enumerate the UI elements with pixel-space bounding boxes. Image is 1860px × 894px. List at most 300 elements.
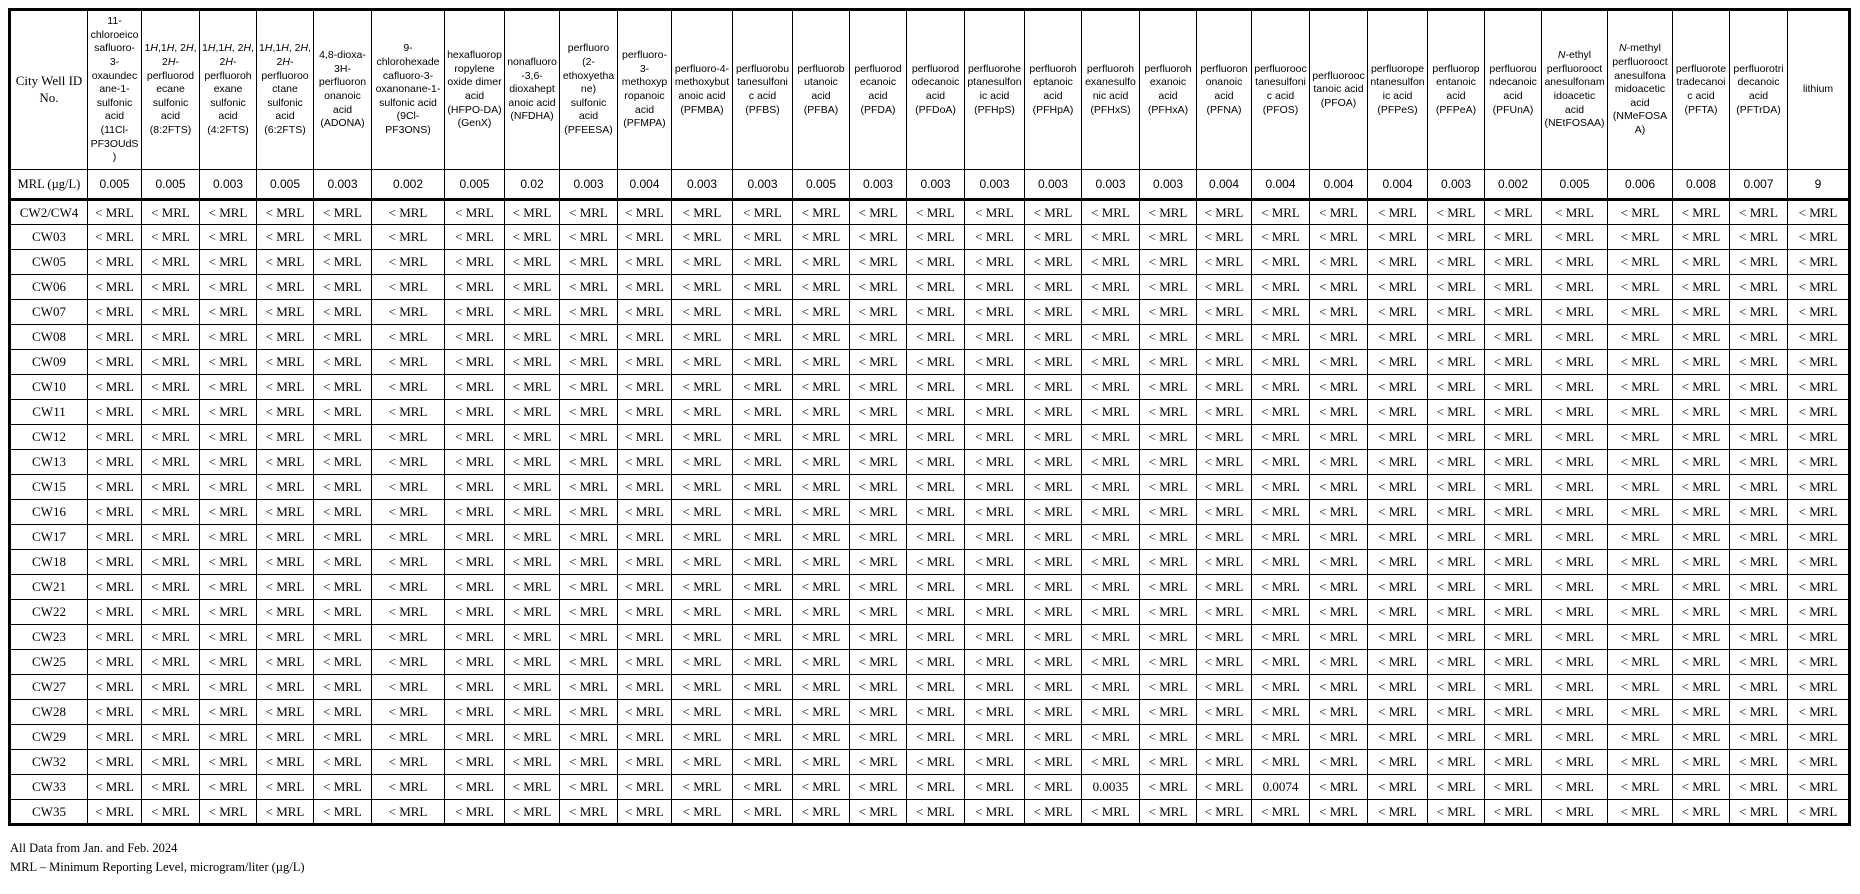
result-cell: < MRL — [560, 425, 618, 450]
result-cell: < MRL — [257, 200, 314, 225]
result-cell: < MRL — [1082, 300, 1140, 325]
result-cell: < MRL — [200, 750, 257, 775]
result-cell: < MRL — [1485, 500, 1542, 525]
result-cell: < MRL — [907, 725, 965, 750]
result-cell: < MRL — [1608, 725, 1673, 750]
well-id: CW11 — [10, 400, 88, 425]
result-cell: < MRL — [1428, 575, 1485, 600]
result-cell: < MRL — [88, 675, 142, 700]
result-cell: < MRL — [1082, 200, 1140, 225]
result-cell: < MRL — [1197, 675, 1252, 700]
result-cell: < MRL — [1082, 725, 1140, 750]
result-cell: < MRL — [1368, 550, 1428, 575]
result-cell: < MRL — [1025, 450, 1082, 475]
result-cell: < MRL — [1368, 800, 1428, 825]
result-cell: < MRL — [372, 600, 445, 625]
result-cell: < MRL — [850, 325, 907, 350]
result-cell: < MRL — [88, 325, 142, 350]
well-id: CW16 — [10, 500, 88, 525]
result-cell: < MRL — [142, 550, 200, 575]
well-id: CW35 — [10, 800, 88, 825]
well-row — [10, 350, 1850, 375]
result-cell: < MRL — [1140, 200, 1197, 225]
result-cell: < MRL — [314, 450, 372, 475]
result-cell: < MRL — [733, 475, 793, 500]
well-id: CW05 — [10, 250, 88, 275]
result-cell: < MRL — [1730, 250, 1788, 275]
result-cell: < MRL — [907, 200, 965, 225]
result-cell: < MRL — [1730, 300, 1788, 325]
result-cell: < MRL — [850, 550, 907, 575]
well-id: CW18 — [10, 550, 88, 575]
well-row — [10, 300, 1850, 325]
result-cell: < MRL — [1310, 675, 1368, 700]
result-cell: < MRL — [505, 400, 560, 425]
result-cell: < MRL — [1140, 250, 1197, 275]
result-cell: < MRL — [793, 625, 850, 650]
result-cell: < MRL — [1368, 525, 1428, 550]
column-header: 11-chloroeicosafluoro-3-oxaundecane-1-sulfonic acid (11Cl-PF3OUdS) — [88, 10, 142, 170]
result-cell: < MRL — [257, 450, 314, 475]
result-cell: < MRL — [1082, 325, 1140, 350]
result-cell: < MRL — [372, 800, 445, 825]
result-cell: < MRL — [793, 800, 850, 825]
mrl-row-label: MRL (µg/L) — [10, 170, 88, 200]
result-cell: < MRL — [1730, 425, 1788, 450]
result-cell: < MRL — [1542, 400, 1608, 425]
result-cell: < MRL — [257, 525, 314, 550]
result-cell: < MRL — [850, 350, 907, 375]
result-cell: < MRL — [1788, 525, 1850, 550]
result-cell: < MRL — [1788, 250, 1850, 275]
result-cell: < MRL — [1082, 800, 1140, 825]
result-cell: < MRL — [1542, 650, 1608, 675]
result-cell: < MRL — [200, 350, 257, 375]
result-cell: < MRL — [505, 575, 560, 600]
mrl-value: 0.003 — [965, 170, 1025, 200]
result-cell: < MRL — [1197, 325, 1252, 350]
result-cell: < MRL — [1252, 700, 1310, 725]
result-cell: < MRL — [1673, 450, 1730, 475]
result-cell: < MRL — [88, 225, 142, 250]
result-cell: < MRL — [1788, 450, 1850, 475]
result-cell: < MRL — [505, 375, 560, 400]
result-cell: < MRL — [1485, 425, 1542, 450]
result-cell: < MRL — [1542, 800, 1608, 825]
result-cell: < MRL — [505, 350, 560, 375]
result-cell: < MRL — [1428, 625, 1485, 650]
result-cell: < MRL — [560, 650, 618, 675]
result-cell: < MRL — [1608, 400, 1673, 425]
result-cell: < MRL — [1542, 325, 1608, 350]
result-cell: < MRL — [1025, 525, 1082, 550]
result-cell: < MRL — [1197, 275, 1252, 300]
result-cell: < MRL — [1252, 300, 1310, 325]
result-cell: < MRL — [793, 675, 850, 700]
result-cell: < MRL — [560, 300, 618, 325]
result-cell: < MRL — [1025, 600, 1082, 625]
result-cell: < MRL — [965, 600, 1025, 625]
result-cell: < MRL — [505, 550, 560, 575]
result-cell: < MRL — [1673, 725, 1730, 750]
result-cell: < MRL — [372, 300, 445, 325]
result-cell: < MRL — [1608, 450, 1673, 475]
result-cell: < MRL — [372, 275, 445, 300]
compound-header-row — [10, 10, 1850, 170]
well-id: CW29 — [10, 725, 88, 750]
well-id: CW12 — [10, 425, 88, 450]
result-cell: < MRL — [1542, 525, 1608, 550]
result-cell: < MRL — [1025, 575, 1082, 600]
result-cell: < MRL — [505, 450, 560, 475]
result-cell: < MRL — [142, 525, 200, 550]
result-cell: < MRL — [672, 500, 733, 525]
result-cell: < MRL — [965, 725, 1025, 750]
result-cell: < MRL — [257, 675, 314, 700]
well-id: CW07 — [10, 300, 88, 325]
result-cell: < MRL — [314, 200, 372, 225]
result-cell: < MRL — [1310, 550, 1368, 575]
result-cell: < MRL — [733, 700, 793, 725]
result-cell: < MRL — [1368, 275, 1428, 300]
result-cell: < MRL — [850, 375, 907, 400]
result-cell: < MRL — [200, 675, 257, 700]
result-cell: < MRL — [1310, 300, 1368, 325]
result-cell: < MRL — [1428, 275, 1485, 300]
result-cell: < MRL — [445, 675, 505, 700]
result-cell: < MRL — [965, 750, 1025, 775]
result-cell: < MRL — [1025, 250, 1082, 275]
result-cell: < MRL — [1428, 375, 1485, 400]
result-cell: < MRL — [142, 275, 200, 300]
result-cell: < MRL — [1428, 775, 1485, 800]
result-cell: < MRL — [965, 775, 1025, 800]
result-cell: < MRL — [372, 500, 445, 525]
column-header: perfluoro-4-methoxybutanoic acid (PFMBA) — [672, 10, 733, 170]
result-cell: < MRL — [1310, 600, 1368, 625]
result-cell: < MRL — [560, 400, 618, 425]
result-cell: < MRL — [1197, 800, 1252, 825]
mrl-value: 0.002 — [372, 170, 445, 200]
result-cell: < MRL — [1788, 475, 1850, 500]
result-cell: < MRL — [257, 650, 314, 675]
result-cell: < MRL — [314, 375, 372, 400]
result-cell: < MRL — [850, 625, 907, 650]
result-cell: < MRL — [1140, 550, 1197, 575]
mrl-value: 0.005 — [257, 170, 314, 200]
result-cell: < MRL — [1542, 725, 1608, 750]
column-header: perfluorohexanesulfonic acid (PFHxS) — [1082, 10, 1140, 170]
result-cell: < MRL — [733, 675, 793, 700]
mrl-value: 0.003 — [672, 170, 733, 200]
result-cell: < MRL — [1485, 750, 1542, 775]
result-cell: < MRL — [1310, 425, 1368, 450]
result-cell: < MRL — [1428, 425, 1485, 450]
result-cell: < MRL — [1608, 325, 1673, 350]
result-cell: < MRL — [1788, 700, 1850, 725]
result-cell: < MRL — [1788, 225, 1850, 250]
result-cell: < MRL — [618, 400, 672, 425]
well-id: CW2/CW4 — [10, 200, 88, 225]
result-cell: < MRL — [88, 350, 142, 375]
mrl-value: 0.003 — [1428, 170, 1485, 200]
mrl-value: 0.007 — [1730, 170, 1788, 200]
result-cell: < MRL — [257, 700, 314, 725]
result-cell: < MRL — [1368, 675, 1428, 700]
result-cell: < MRL — [733, 225, 793, 250]
result-cell: < MRL — [314, 550, 372, 575]
result-cell: < MRL — [1140, 325, 1197, 350]
result-cell: < MRL — [850, 700, 907, 725]
result-cell: < MRL — [560, 475, 618, 500]
result-cell: < MRL — [1608, 600, 1673, 625]
well-row — [10, 625, 1850, 650]
result-cell: < MRL — [1485, 600, 1542, 625]
result-cell: < MRL — [372, 225, 445, 250]
result-cell: < MRL — [1730, 525, 1788, 550]
result-cell: < MRL — [445, 800, 505, 825]
result-cell: < MRL — [1368, 325, 1428, 350]
well-row — [10, 475, 1850, 500]
result-cell: < MRL — [1252, 725, 1310, 750]
result-cell: < MRL — [372, 350, 445, 375]
result-cell: < MRL — [1485, 775, 1542, 800]
result-cell: < MRL — [372, 575, 445, 600]
column-header: perfluorobutanesulfonic acid (PFBS) — [733, 10, 793, 170]
result-cell: < MRL — [142, 375, 200, 400]
result-cell: < MRL — [1025, 300, 1082, 325]
result-cell: < MRL — [672, 650, 733, 675]
result-cell: < MRL — [1485, 650, 1542, 675]
result-cell: < MRL — [257, 625, 314, 650]
result-cell: < MRL — [1140, 450, 1197, 475]
result-cell: < MRL — [142, 400, 200, 425]
result-cell: < MRL — [1140, 700, 1197, 725]
result-cell: < MRL — [314, 225, 372, 250]
result-cell: < MRL — [200, 600, 257, 625]
column-header: perfluoropentanoic acid (PFPeA) — [1428, 10, 1485, 170]
result-cell: < MRL — [372, 450, 445, 475]
result-cell: < MRL — [1368, 350, 1428, 375]
result-cell: < MRL — [1608, 250, 1673, 275]
result-cell: < MRL — [560, 450, 618, 475]
result-cell: < MRL — [1673, 350, 1730, 375]
column-header: perfluorododecanoic acid (PFDoA) — [907, 10, 965, 170]
column-header: perfluoro-3-methoxypropanoic acid (PFMPA) — [618, 10, 672, 170]
result-cell: < MRL — [733, 800, 793, 825]
result-cell: < MRL — [142, 350, 200, 375]
result-cell: < MRL — [1082, 750, 1140, 775]
result-cell: < MRL — [965, 550, 1025, 575]
result-cell: < MRL — [1673, 675, 1730, 700]
result-cell: < MRL — [1428, 750, 1485, 775]
result-cell: < MRL — [314, 575, 372, 600]
result-cell: < MRL — [88, 275, 142, 300]
result-cell: < MRL — [907, 350, 965, 375]
result-cell: < MRL — [1673, 400, 1730, 425]
mrl-value: 0.003 — [560, 170, 618, 200]
result-cell: < MRL — [257, 750, 314, 775]
result-cell: < MRL — [618, 250, 672, 275]
column-header: perfluoropentanesulfonic acid (PFPeS) — [1368, 10, 1428, 170]
result-cell: < MRL — [142, 325, 200, 350]
well-row — [10, 500, 1850, 525]
well-id: CW08 — [10, 325, 88, 350]
result-cell: < MRL — [88, 575, 142, 600]
result-cell: < MRL — [1608, 700, 1673, 725]
result-cell: < MRL — [560, 500, 618, 525]
column-header: perfluoro (2-ethoxyethane) sulfonic acid (PFEESA) — [560, 10, 618, 170]
result-cell: < MRL — [1608, 350, 1673, 375]
well-row — [10, 575, 1850, 600]
result-cell: < MRL — [733, 600, 793, 625]
result-cell: < MRL — [1542, 225, 1608, 250]
result-cell: < MRL — [1368, 475, 1428, 500]
result-cell: < MRL — [1252, 250, 1310, 275]
result-cell: < MRL — [1608, 275, 1673, 300]
result-cell: < MRL — [142, 650, 200, 675]
result-cell: < MRL — [1730, 225, 1788, 250]
result-cell: < MRL — [733, 200, 793, 225]
result-cell: < MRL — [733, 325, 793, 350]
result-cell: < MRL — [1025, 675, 1082, 700]
result-cell: < MRL — [1428, 325, 1485, 350]
column-header: perfluoroheptanoic acid (PFHpA) — [1025, 10, 1082, 170]
result-cell: < MRL — [618, 500, 672, 525]
result-cell: < MRL — [1197, 600, 1252, 625]
result-cell: < MRL — [965, 675, 1025, 700]
column-header: lithium — [1788, 10, 1850, 170]
result-cell: < MRL — [314, 800, 372, 825]
result-cell: < MRL — [850, 675, 907, 700]
result-cell: < MRL — [1082, 550, 1140, 575]
result-cell: < MRL — [1788, 375, 1850, 400]
result-cell: < MRL — [850, 500, 907, 525]
result-cell: < MRL — [672, 550, 733, 575]
result-cell: < MRL — [314, 775, 372, 800]
result-cell: < MRL — [1252, 400, 1310, 425]
result-cell: < MRL — [793, 650, 850, 675]
result-cell: < MRL — [733, 750, 793, 775]
result-cell: < MRL — [793, 450, 850, 475]
result-cell: < MRL — [372, 725, 445, 750]
result-cell: < MRL — [1730, 625, 1788, 650]
result-cell: < MRL — [1025, 200, 1082, 225]
result-cell: < MRL — [1140, 525, 1197, 550]
result-cell: < MRL — [1730, 700, 1788, 725]
result-cell: < MRL — [314, 725, 372, 750]
result-cell: < MRL — [850, 225, 907, 250]
result-cell: < MRL — [1428, 475, 1485, 500]
result-cell: < MRL — [1673, 700, 1730, 725]
result-cell: < MRL — [372, 550, 445, 575]
result-cell: < MRL — [142, 750, 200, 775]
result-cell: < MRL — [257, 400, 314, 425]
result-cell: < MRL — [618, 425, 672, 450]
result-cell: < MRL — [1788, 500, 1850, 525]
result-cell: < MRL — [200, 300, 257, 325]
result-cell: < MRL — [1368, 700, 1428, 725]
result-cell: < MRL — [733, 350, 793, 375]
result-cell: < MRL — [965, 300, 1025, 325]
result-cell: < MRL — [142, 700, 200, 725]
result-cell: < MRL — [88, 725, 142, 750]
result-cell: < MRL — [965, 625, 1025, 650]
result-cell: < MRL — [200, 475, 257, 500]
result-cell: < MRL — [1608, 550, 1673, 575]
result-cell: < MRL — [733, 300, 793, 325]
mrl-value: 0.003 — [1025, 170, 1082, 200]
result-cell: < MRL — [505, 750, 560, 775]
result-cell: < MRL — [672, 450, 733, 475]
table-body — [10, 200, 1850, 825]
result-cell: < MRL — [1608, 675, 1673, 700]
result-cell: < MRL — [1485, 275, 1542, 300]
result-cell: < MRL — [850, 400, 907, 425]
result-cell: < MRL — [505, 225, 560, 250]
result-cell: < MRL — [88, 600, 142, 625]
result-cell: < MRL — [1025, 700, 1082, 725]
result-cell: < MRL — [618, 775, 672, 800]
result-cell: < MRL — [257, 250, 314, 275]
well-row — [10, 200, 1850, 225]
result-cell: < MRL — [560, 600, 618, 625]
mrl-value: 0.005 — [142, 170, 200, 200]
result-cell: < MRL — [793, 300, 850, 325]
result-cell: < MRL — [372, 425, 445, 450]
result-cell: < MRL — [672, 250, 733, 275]
result-cell: < MRL — [793, 325, 850, 350]
result-cell: < MRL — [1140, 350, 1197, 375]
result-cell: < MRL — [618, 550, 672, 575]
result-cell: < MRL — [1252, 375, 1310, 400]
result-cell: < MRL — [1025, 500, 1082, 525]
result-cell: < MRL — [1608, 650, 1673, 675]
result-cell: < MRL — [257, 225, 314, 250]
result-cell: < MRL — [1140, 750, 1197, 775]
result-cell: < MRL — [257, 575, 314, 600]
result-cell: < MRL — [1730, 350, 1788, 375]
result-cell: < MRL — [1730, 800, 1788, 825]
well-row — [10, 750, 1850, 775]
result-cell: < MRL — [793, 200, 850, 225]
result-cell: < MRL — [793, 700, 850, 725]
result-cell: < MRL — [672, 375, 733, 400]
result-cell: < MRL — [1428, 700, 1485, 725]
result-cell: < MRL — [1485, 400, 1542, 425]
result-cell: < MRL — [1485, 575, 1542, 600]
result-cell: < MRL — [1788, 750, 1850, 775]
mrl-value: 0.008 — [1673, 170, 1730, 200]
result-cell: < MRL — [1730, 500, 1788, 525]
result-cell: < MRL — [257, 350, 314, 375]
well-row — [10, 425, 1850, 450]
result-cell: < MRL — [965, 250, 1025, 275]
result-cell: < MRL — [200, 525, 257, 550]
result-cell: < MRL — [314, 400, 372, 425]
result-cell: < MRL — [793, 375, 850, 400]
result-cell: < MRL — [200, 575, 257, 600]
well-id: CW27 — [10, 675, 88, 700]
result-cell: < MRL — [618, 325, 672, 350]
result-cell: < MRL — [1082, 675, 1140, 700]
mrl-value: 0.005 — [793, 170, 850, 200]
result-cell: < MRL — [672, 325, 733, 350]
result-cell: < MRL — [1310, 275, 1368, 300]
result-cell: < MRL — [1542, 775, 1608, 800]
result-cell: < MRL — [1140, 575, 1197, 600]
footnote-mrl-definition: MRL – Minimum Reporting Level, microgram/liter (µg/L) — [10, 860, 305, 875]
